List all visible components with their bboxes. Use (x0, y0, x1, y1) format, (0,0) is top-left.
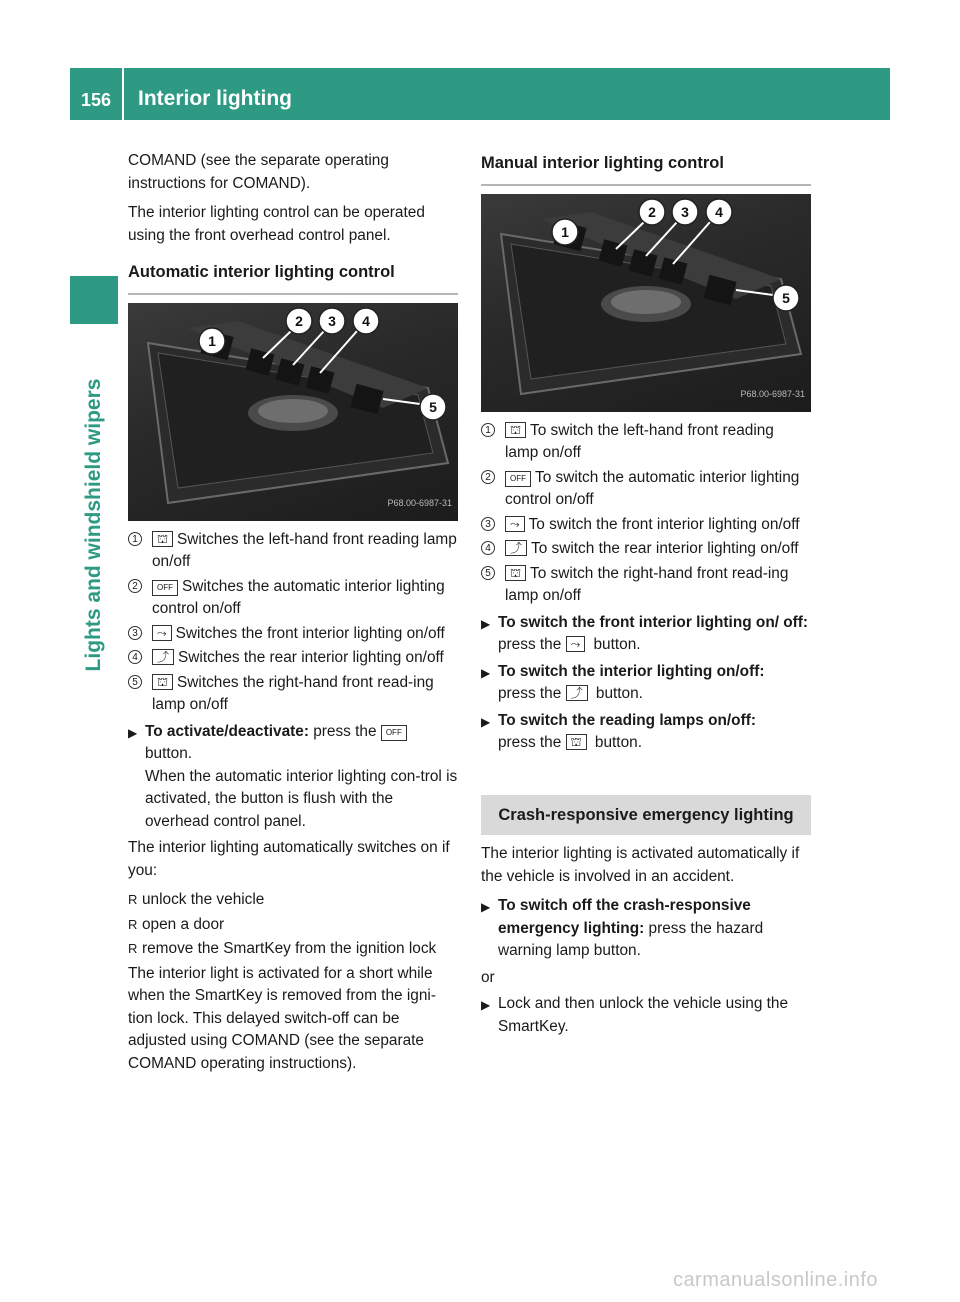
svg-text:5: 5 (429, 398, 437, 415)
legend-item (481, 538, 811, 561)
bullet-marker-icon: R (128, 916, 138, 932)
legend-number: 5 (128, 675, 142, 689)
instruction-text: press the (498, 685, 562, 702)
side-section-label: Lights and windshield wipers (82, 378, 105, 672)
instruction-interior-lighting (481, 661, 811, 706)
callout-1 (552, 219, 578, 245)
legend-item (481, 420, 811, 465)
watermark: carmanualsonline.info (672, 1269, 878, 1291)
instruction-text: Lock and then unlock the vehicle using the SmartKey. (498, 995, 789, 1035)
or-text: or (481, 968, 495, 986)
bullet-list (128, 889, 458, 961)
callout-5 (420, 394, 446, 420)
bullet-text: remove the SmartKey from the ignition lock (142, 940, 437, 957)
auto-switch-paragraph: The interior lighting automatically switches on if you: (128, 839, 450, 879)
instruction-arrow-icon: ▶ (481, 998, 491, 1012)
left-column (128, 150, 458, 1082)
instruction-text-2: button. (145, 745, 193, 762)
reading-lamp-icon: ⛫ (152, 674, 173, 690)
page-title: Interior lighting (138, 87, 292, 110)
legend-number: 2 (481, 470, 495, 484)
instruction-arrow-icon: ▶ (128, 725, 138, 740)
callout-4 (706, 199, 732, 225)
crash-paragraph: The interior lighting is activated automatically if the vehicle is involved in an accident. (481, 845, 800, 885)
svg-text:4: 4 (362, 312, 370, 329)
svg-text:1: 1 (208, 332, 216, 349)
instruction-bold: To switch the reading lamps on/off: (498, 711, 756, 729)
legend-number: 3 (128, 626, 142, 640)
intro-paragraph-2: The interior lighting control can be operated using the front overhead control panel. (128, 204, 425, 244)
instruction-crash-off (481, 895, 811, 963)
callout-5 (773, 285, 799, 311)
legend-number: 2 (128, 579, 142, 593)
instruction-reading-lamps (481, 710, 811, 755)
legend-item (128, 576, 458, 621)
svg-text:3: 3 (681, 203, 689, 220)
legend-text: Switches the right-hand front read-ing lamp on/off (152, 673, 434, 713)
page-number: 156 (70, 68, 124, 120)
instruction-bold: To switch the front interior lighting on/ off: (498, 613, 809, 631)
legend-item (128, 647, 458, 670)
legend-number: 3 (481, 517, 495, 531)
section-heading-crash: Crash-responsive emergency lighting (481, 795, 811, 836)
callout-3 (319, 308, 345, 334)
instruction-bold: To activate/deactivate: (145, 722, 309, 740)
auto-off-icon: OFF (152, 580, 178, 596)
legend-item (128, 672, 458, 717)
rear-light-icon: ⤴ (566, 685, 588, 701)
instruction-arrow-icon: ▶ (481, 900, 491, 914)
auto-off-icon: OFF (505, 471, 531, 487)
bullet-text: unlock the vehicle (142, 891, 265, 908)
right-column (481, 150, 811, 1042)
rear-light-icon: ⤴ (505, 540, 527, 556)
front-light-icon: ⤳ (566, 636, 586, 652)
callout-1 (199, 328, 225, 354)
overhead-panel-illustration (481, 194, 811, 412)
side-tab-marker (70, 276, 118, 324)
legend-text: Switches the left-hand front reading lamp on/off (152, 530, 457, 570)
instruction-text: press the hazard warning lamp button. (498, 919, 764, 959)
legend-text: Switches the automatic interior lighting control on/off (152, 577, 445, 617)
bullet-marker-icon: R (128, 941, 138, 956)
instruction-activate (128, 721, 458, 834)
legend-text: To switch the automatic interior lighting control on/off (505, 468, 800, 508)
legend-number: 1 (481, 423, 495, 437)
instruction-text: button. (593, 636, 641, 653)
bullet-item (128, 938, 458, 961)
legend-item (481, 514, 811, 537)
callout-3 (672, 199, 698, 225)
callout-2 (639, 199, 665, 225)
bullet-item (128, 914, 458, 937)
front-light-icon: ⤳ (505, 516, 525, 532)
reading-lamp-icon: ⛫ (152, 531, 173, 547)
instruction-text: press the (313, 722, 377, 740)
instruction-detail: When the automatic interior lighting con-trol is activated, the button is flush with the overhead control panel. (145, 767, 458, 830)
section-heading-manual: Manual interior lighting control (481, 152, 811, 186)
instruction-bold: To switch the interior lighting on/off: (498, 662, 765, 680)
section-heading-automatic: Automatic interior lighting control (128, 261, 458, 295)
instruction-arrow-icon: ▶ (481, 616, 491, 631)
instruction-crash-alt (481, 993, 811, 1038)
instruction-arrow-icon: ▶ (481, 714, 491, 729)
reading-lamp-icon: ⛫ (505, 422, 526, 438)
bullet-marker-icon: R (128, 892, 138, 907)
auto-off-icon: OFF (381, 725, 407, 741)
intro-paragraph-1: COMAND (see the separate operating instructions for COMAND). (128, 152, 389, 192)
overhead-panel-photo-automatic (128, 303, 458, 521)
legend-list-automatic (128, 529, 458, 717)
svg-text:2: 2 (648, 203, 656, 220)
svg-text:2: 2 (295, 312, 303, 329)
svg-text:5: 5 (782, 289, 790, 306)
overhead-panel-illustration (128, 303, 458, 521)
legend-text: To switch the front interior lighting on/off (528, 515, 800, 533)
svg-text:3: 3 (328, 312, 336, 329)
legend-text: To switch the left-hand front reading lamp on/off (505, 421, 774, 461)
closing-paragraph: The interior light is activated for a short while when the SmartKey is removed from the igni-tion lock. This delayed switch-off can be adjusted using COMAND (see the separate COMAND operating instructions). (128, 964, 436, 1072)
callout-4 (353, 308, 379, 334)
reading-lamp-icon: ⛫ (505, 565, 526, 581)
instruction-text: button. (594, 734, 642, 751)
legend-number: 4 (128, 650, 142, 664)
legend-item (481, 563, 811, 608)
legend-text: To switch the right-hand front read-ing lamp on/off (505, 564, 789, 604)
bullet-text: open a door (142, 915, 225, 933)
legend-text: Switches the rear interior lighting on/off (178, 649, 444, 666)
legend-item (481, 467, 811, 512)
instruction-text: button. (595, 685, 643, 702)
overhead-panel-photo-manual (481, 194, 811, 412)
legend-number: 5 (481, 566, 495, 580)
instruction-bold: To switch off the crash-responsive emergency lighting: (498, 897, 751, 937)
instruction-arrow-icon: ▶ (481, 665, 491, 680)
header-bar (70, 68, 890, 120)
instruction-text: press the (498, 636, 562, 653)
rear-light-icon: ⤴ (152, 649, 174, 665)
front-light-icon: ⤳ (152, 625, 172, 641)
legend-item (128, 529, 458, 574)
legend-text: Switches the front interior lighting on/off (175, 624, 445, 642)
legend-item (128, 623, 458, 646)
reading-lamp-icon: ⛫ (566, 734, 587, 750)
legend-number: 1 (128, 532, 142, 546)
svg-text:4: 4 (715, 203, 723, 220)
figure-code: P68.00-6987-31 (387, 498, 452, 508)
callout-2 (286, 308, 312, 334)
legend-number: 4 (481, 541, 495, 555)
legend-list-manual (481, 420, 811, 608)
svg-text:1: 1 (561, 223, 569, 240)
legend-text: To switch the rear interior lighting on/off (531, 540, 799, 557)
figure-code: P68.00-6987-31 (740, 389, 805, 399)
instruction-text: press the (498, 734, 562, 751)
bullet-item (128, 889, 458, 912)
instruction-front-lighting (481, 612, 811, 657)
